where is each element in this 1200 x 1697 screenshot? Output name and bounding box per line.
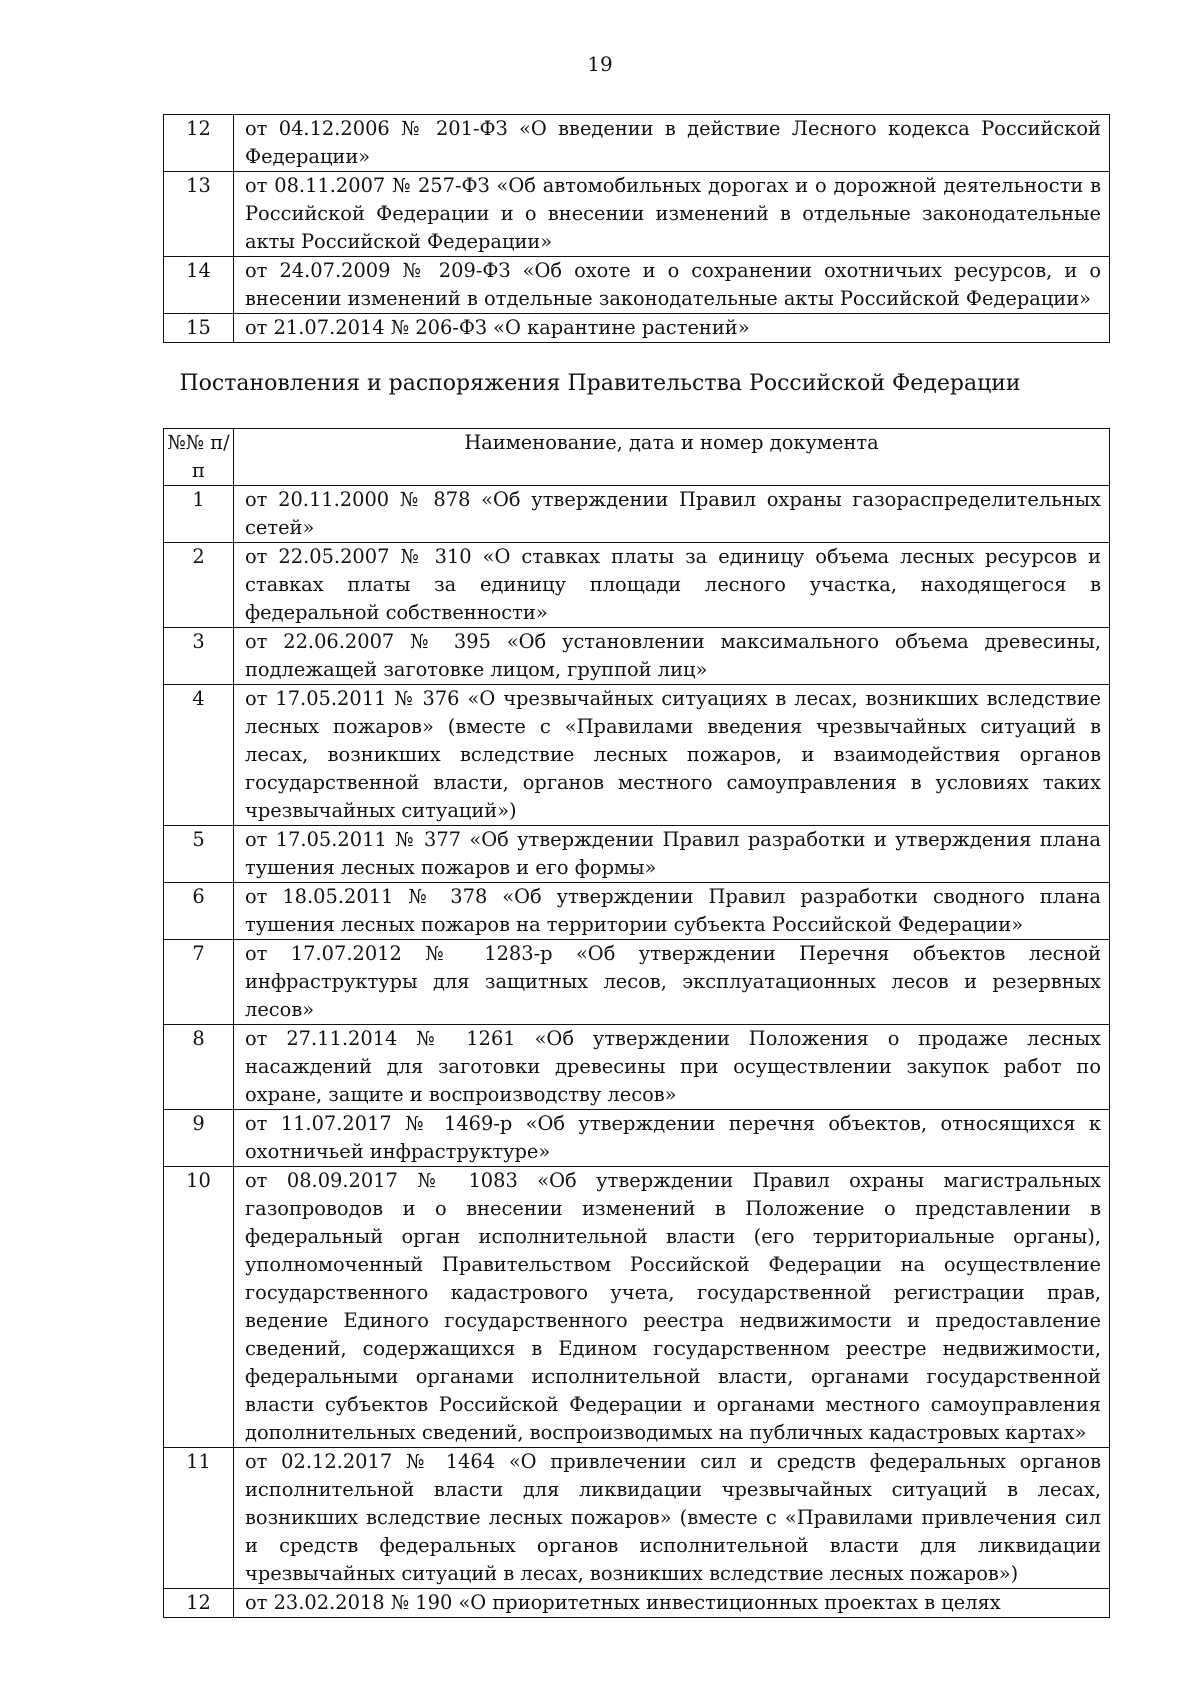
document-title-cell: от 23.02.2018 № 190 «О приоритетных инвестиционных проектах в целях — [234, 1589, 1110, 1618]
document-title-cell: от 08.11.2007 № 257-ФЗ «Об автомобильных дорогах и о дорожной деятельности в Российской Федерации и о внесении изменений в отдельные законодательные акты Российской Федерации» — [234, 172, 1110, 257]
document-title-cell: от 17.05.2011 № 376 «О чрезвычайных ситуациях в лесах, возникших вследствие лесных пожаров» (вместе с «Правилами введения чрезвычайных ситуаций в лесах, возникших вследствие лесных пожаров, и взаимодействия органов государственной власти, органов местного самоуправления в условиях таких чрезвычайных ситуаций») — [234, 685, 1110, 826]
document-title-cell: от 22.06.2007 № 395 «Об установлении максимального объема древесины, подлежащей заготовке лицом, группой лиц» — [234, 628, 1110, 685]
document-title-cell: от 11.07.2017 № 1469-р «Об утверждении перечня объектов, относящихся к охотничьей инфраструктуре» — [234, 1110, 1110, 1167]
row-number-cell: 9 — [164, 1110, 234, 1167]
row-number-cell: 3 — [164, 628, 234, 685]
table-row — [164, 1110, 1110, 1167]
document-title-cell: от 24.07.2009 № 209-ФЗ «Об охоте и о сохранении охотничьих ресурсов, и о внесении изменений в отдельные законодательные акты Российской Федерации» — [234, 257, 1110, 314]
row-number-cell: 6 — [164, 883, 234, 940]
document-title-cell: от 27.11.2014 № 1261 «Об утверждении Положения о продаже лесных насаждений для заготовки древесины при осуществлении закупок работ по охране, защите и воспроизводству лесов» — [234, 1025, 1110, 1110]
row-number-cell: 1 — [164, 486, 234, 543]
table-row — [164, 628, 1110, 685]
row-number-cell: 12 — [164, 115, 234, 172]
table-row — [164, 314, 1110, 343]
table-row — [164, 826, 1110, 883]
table-row — [164, 257, 1110, 314]
row-number-cell: 13 — [164, 172, 234, 257]
header-number-cell: №№ п/п — [164, 429, 234, 486]
table-row — [164, 685, 1110, 826]
row-number-cell: 4 — [164, 685, 234, 826]
document-title-cell: от 18.05.2011 № 378 «Об утверждении Правил разработки сводного плана тушения лесных пожаров на территории субъекта Российской Федерации» — [234, 883, 1110, 940]
document-title-cell: от 04.12.2006 № 201-ФЗ «О введении в действие Лесного кодекса Российской Федерации» — [234, 115, 1110, 172]
row-number-cell: 8 — [164, 1025, 234, 1110]
table-row — [164, 1167, 1110, 1448]
row-number-cell: 12 — [164, 1589, 234, 1618]
document-title-cell: от 20.11.2000 № 878 «Об утверждении Правил охраны газораспределительных сетей» — [234, 486, 1110, 543]
document-title-cell: от 17.07.2012 № 1283-р «Об утверждении Перечня объектов лесной инфраструктуры для защитных лесов, эксплуатационных лесов и резервных лесов» — [234, 940, 1110, 1025]
document-title-cell: от 17.05.2011 № 377 «Об утверждении Правил разработки и утверждения плана тушения лесных пожаров и его формы» — [234, 826, 1110, 883]
page-number: 19 — [587, 52, 613, 76]
document-title-cell: от 21.07.2014 № 206-ФЗ «О карантине растений» — [234, 314, 1110, 343]
table-row — [164, 1025, 1110, 1110]
table-row — [164, 940, 1110, 1025]
federal-laws-table — [163, 114, 1110, 343]
row-number-cell: 14 — [164, 257, 234, 314]
row-number-cell: 15 — [164, 314, 234, 343]
table-row — [164, 1448, 1110, 1589]
table-row — [164, 883, 1110, 940]
table-row — [164, 486, 1110, 543]
row-number-cell: 7 — [164, 940, 234, 1025]
document-title-cell: от 02.12.2017 № 1464 «О привлечении сил и средств федеральных органов исполнительной власти для ликвидации чрезвычайных ситуаций в лесах, возникших вследствие лесных пожаров» (вместе с «Правилами привлечения сил и средств федеральных органов исполнительной власти для ликвидации чрезвычайных ситуаций в лесах, возникших вследствие лесных пожаров») — [234, 1448, 1110, 1589]
row-number-cell: 11 — [164, 1448, 234, 1589]
section-heading: Постановления и распоряжения Правительства Российской Федерации — [179, 371, 1021, 396]
table-row — [164, 172, 1110, 257]
table-row — [164, 543, 1110, 628]
row-number-cell: 2 — [164, 543, 234, 628]
document-title-cell: от 08.09.2017 № 1083 «Об утверждении Правил охраны магистральных газопроводов и о внесении изменений в Положение о представлении в федеральный орган исполнительной власти (его территориальные органы), уполномоченный Правительством Российской Федерации на осуществление государственного кадастрового учета, государственной регистрации прав, ведение Единого государственного реестра недвижимости и предоставление сведений, содержащихся в Едином государственном реестре недвижимости, федеральными органами исполнительной власти, органами государственной власти субъектов Российской Федерации и органами местного самоуправления дополнительных сведений, воспроизводимых на публичных кадастровых картах» — [234, 1167, 1110, 1448]
government-acts-table — [163, 428, 1110, 1618]
header-name-cell: Наименование, дата и номер документа — [234, 429, 1110, 486]
row-number-cell: 5 — [164, 826, 234, 883]
table-header-row — [164, 429, 1110, 486]
table-row — [164, 1589, 1110, 1618]
table-row — [164, 115, 1110, 172]
document-title-cell: от 22.05.2007 № 310 «О ставках платы за единицу объема лесных ресурсов и ставках платы за единицу площади лесного участка, находящегося в федеральной собственности» — [234, 543, 1110, 628]
row-number-cell: 10 — [164, 1167, 234, 1448]
